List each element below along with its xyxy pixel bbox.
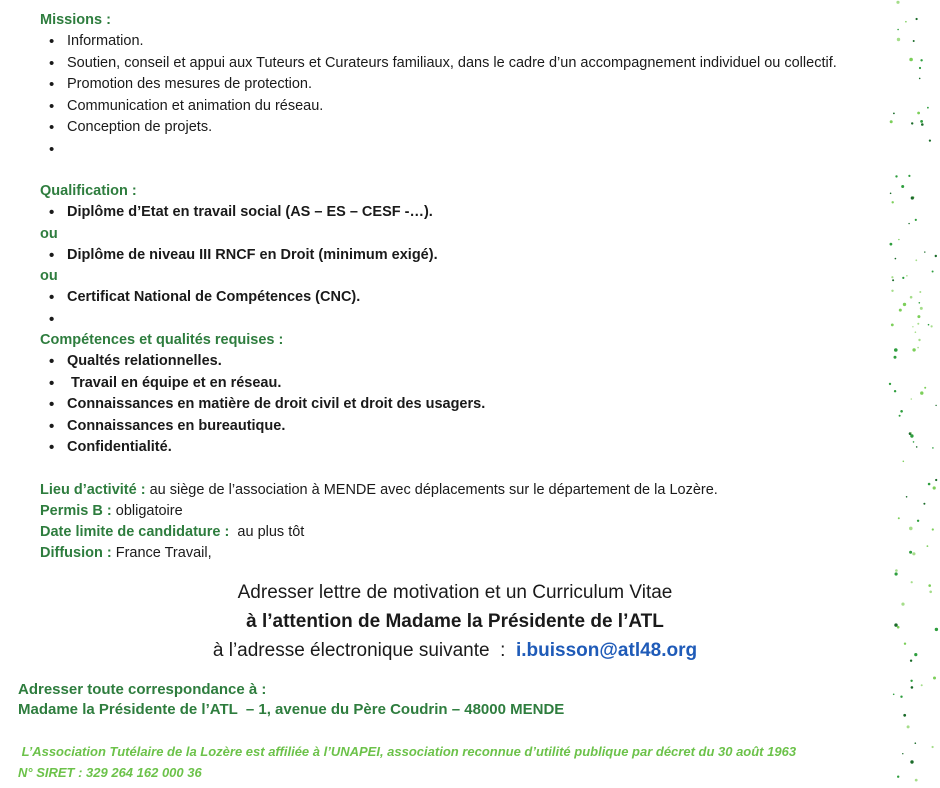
decorative-dot — [899, 309, 902, 312]
date-value: au plus tôt — [229, 524, 305, 540]
missions-heading: Missions : — [40, 12, 111, 28]
decorative-dot — [908, 175, 910, 177]
decorative-dot — [933, 486, 936, 489]
decorative-dot — [901, 185, 904, 188]
decorative-dot — [929, 140, 931, 142]
diffusion-value: France Travail, — [111, 545, 212, 561]
decorative-dot — [895, 569, 898, 572]
email-link[interactable]: i.buisson@atl48.org — [516, 640, 698, 661]
decorative-dot — [914, 653, 917, 656]
decorative-dot — [935, 628, 938, 631]
decorative-dot — [935, 405, 936, 406]
decorative-dot — [909, 58, 913, 62]
decorative-dot — [917, 323, 919, 325]
list-item: • Certificat National de Compétences (CNC). — [49, 287, 901, 309]
decorative-dot — [920, 59, 922, 61]
decorative-dot — [932, 746, 934, 748]
qualification-list-3 — [49, 287, 901, 309]
list-item: • Information. — [49, 31, 901, 53]
decorative-dot — [912, 552, 915, 555]
decorative-dot — [901, 603, 904, 606]
decorative-dot — [889, 383, 891, 385]
or-label: ou — [40, 226, 58, 242]
decorative-dot — [915, 779, 918, 782]
decorative-dot — [906, 496, 908, 498]
list-item: • Diplôme de niveau III RNCF en Droit (minimum exigé). — [49, 245, 901, 267]
decorative-dot — [910, 296, 913, 299]
decorative-dot — [903, 461, 905, 463]
decorative-dot — [918, 339, 920, 341]
decorative-dot — [905, 21, 907, 23]
decorative-dot — [907, 725, 910, 728]
decorative-dot — [924, 251, 925, 252]
decorative-dot — [891, 276, 893, 278]
decorative-dot — [932, 271, 934, 273]
decorative-dot — [908, 223, 909, 224]
decorative-dot — [928, 483, 931, 486]
competences-list — [49, 351, 901, 459]
decorative-dot — [927, 107, 929, 109]
qualification-heading: Qualification : — [40, 183, 137, 199]
footer-affiliation: L’Association Tutélaire de la Lozère est affiliée à l’UNAPEI, association reconnue d’utilité publique par décret du 30 août 1963 — [18, 744, 797, 759]
decorative-dot — [911, 122, 913, 124]
decorative-dot — [910, 434, 913, 437]
decorative-dot — [910, 680, 912, 682]
decorative-dot — [921, 123, 924, 126]
decorative-dot — [927, 545, 929, 547]
correspondence-address: Madame la Présidente de l’ATL – 1, avenue du Père Coudrin – 48000 MENDE — [18, 701, 565, 718]
decorative-dot — [911, 686, 914, 689]
decorative-dot — [893, 694, 895, 696]
decorative-dot — [915, 331, 917, 333]
decorative-dot — [913, 441, 915, 443]
date-line — [40, 524, 304, 540]
list-item: • Diplôme d’Etat en travail social (AS – ES – CESF -…). — [49, 202, 901, 224]
permis-value: obligatoire — [111, 503, 183, 519]
list-item: • Connaissances en bureautique. — [49, 416, 901, 438]
list-item: • Promotion des mesures de protection. — [49, 74, 901, 96]
decorative-dot — [900, 410, 903, 413]
decorative-dot — [899, 415, 901, 417]
decorative-dot — [917, 112, 920, 115]
decorative-dot — [890, 243, 893, 246]
decorative-dot — [928, 584, 931, 587]
permis-line — [40, 503, 183, 519]
decorative-dot — [920, 120, 923, 123]
correspondence-heading: Adresser toute correspondance à : — [18, 681, 267, 698]
decorative-dot — [898, 239, 899, 240]
diffusion-label: Diffusion : — [40, 545, 112, 561]
decorative-dot — [919, 291, 921, 293]
decorative-dot — [913, 40, 915, 42]
decorative-dot — [933, 677, 936, 680]
decorative-dot — [911, 398, 913, 400]
decorative-dot — [895, 258, 897, 260]
decorative-dot — [923, 503, 925, 505]
decorative-dot — [911, 196, 914, 199]
lieu-line — [40, 482, 718, 498]
decorative-dot — [916, 18, 918, 20]
decorative-dot — [894, 390, 896, 392]
decorative-dot — [935, 255, 937, 257]
decorative-dot — [895, 572, 898, 575]
decorative-dot — [891, 324, 894, 327]
decorative-dot — [896, 1, 899, 4]
decorative-dot — [919, 302, 921, 304]
decorative-dot — [898, 517, 900, 519]
decorative-dot — [919, 78, 921, 80]
application-line-3 — [0, 640, 910, 662]
decorative-dot — [912, 326, 913, 327]
footer-siret: N° SIRET : 329 264 162 000 36 — [18, 765, 202, 780]
decorative-dot — [912, 348, 915, 351]
decorative-dot — [932, 528, 934, 530]
decorative-dot — [915, 259, 917, 261]
decorative-dot — [893, 113, 895, 115]
decorative-dot — [894, 348, 898, 352]
decorative-dot — [920, 391, 923, 394]
decorative-dot — [921, 684, 923, 686]
decorative-dot — [916, 446, 918, 448]
list-item: • Confidentialité. — [49, 437, 901, 459]
application-line-1: Adresser lettre de motivation et un Curriculum Vitae — [237, 582, 673, 603]
decorative-dot — [931, 325, 933, 327]
decorative-dot — [897, 29, 899, 31]
decorative-dot — [932, 447, 934, 449]
decorative-dot — [910, 760, 913, 763]
qualification-list-2 — [49, 245, 901, 267]
competences-heading: Compétences et qualités requises : — [40, 332, 284, 348]
decorative-dot — [929, 591, 932, 594]
permis-label: Permis B : — [40, 503, 112, 519]
decorative-dot — [902, 277, 904, 279]
decorative-dot — [915, 219, 917, 221]
decorative-dot — [917, 520, 919, 522]
decorative-dot — [900, 696, 902, 698]
decorative-dot — [915, 742, 917, 744]
decorative-dot — [911, 581, 913, 583]
decorative-dot — [910, 660, 912, 662]
decorative-dot — [903, 303, 906, 306]
lieu-value: au siège de l’association à MENDE avec déplacements sur le département de la Lozère. — [145, 482, 718, 498]
decorative-dot — [904, 643, 906, 645]
lieu-label: Lieu d’activité : — [40, 482, 146, 498]
list-item: • Travail en équipe et en réseau. — [49, 373, 901, 395]
decorative-dot — [903, 714, 906, 717]
decorative-dot — [919, 67, 921, 69]
list-item: • Connaissances en matière de droit civil et droit des usagers. — [49, 394, 901, 416]
decorative-dot — [909, 551, 912, 554]
decorative-dot — [894, 623, 897, 626]
decorative-dot — [897, 776, 899, 778]
list-item: • Communication et animation du réseau. — [49, 96, 901, 118]
decorative-dot — [894, 356, 897, 359]
diffusion-line — [40, 545, 212, 561]
decorative-dot — [897, 38, 900, 41]
decorative-dot — [909, 527, 913, 531]
decorative-dot — [917, 347, 919, 349]
decorative-dot — [928, 324, 930, 326]
list-item: • Conception de projets. — [49, 117, 901, 139]
decorative-dot — [890, 120, 893, 123]
decorative-dots — [880, 0, 940, 788]
decorative-dot — [902, 753, 903, 754]
email-prefix: à l’adresse électronique suivante : — [212, 640, 516, 661]
decorative-dot — [892, 279, 894, 281]
decorative-dot — [892, 201, 894, 203]
qualification-list-1 — [49, 202, 901, 224]
missions-list — [49, 31, 901, 139]
or-label: ou — [40, 268, 58, 284]
decorative-dot — [897, 626, 900, 629]
decorative-dot — [924, 387, 926, 389]
decorative-dot — [920, 307, 923, 310]
decorative-dot — [911, 432, 912, 433]
decorative-dot — [891, 290, 893, 292]
list-item: • Qualtés relationnelles. — [49, 351, 901, 373]
decorative-dot — [906, 275, 908, 277]
date-label: Date limite de candidature : — [40, 524, 230, 540]
list-item: • Soutien, conseil et appui aux Tuteurs et Curateurs familiaux, dans le cadre d’un accompagnement individuel ou collectif. — [49, 53, 901, 75]
decorative-dot — [890, 193, 892, 195]
decorative-dot — [895, 175, 897, 177]
decorative-dot — [917, 315, 920, 318]
application-line-2: à l’attention de Madame la Présidente de l’ATL — [246, 611, 664, 632]
decorative-dot — [935, 479, 937, 481]
